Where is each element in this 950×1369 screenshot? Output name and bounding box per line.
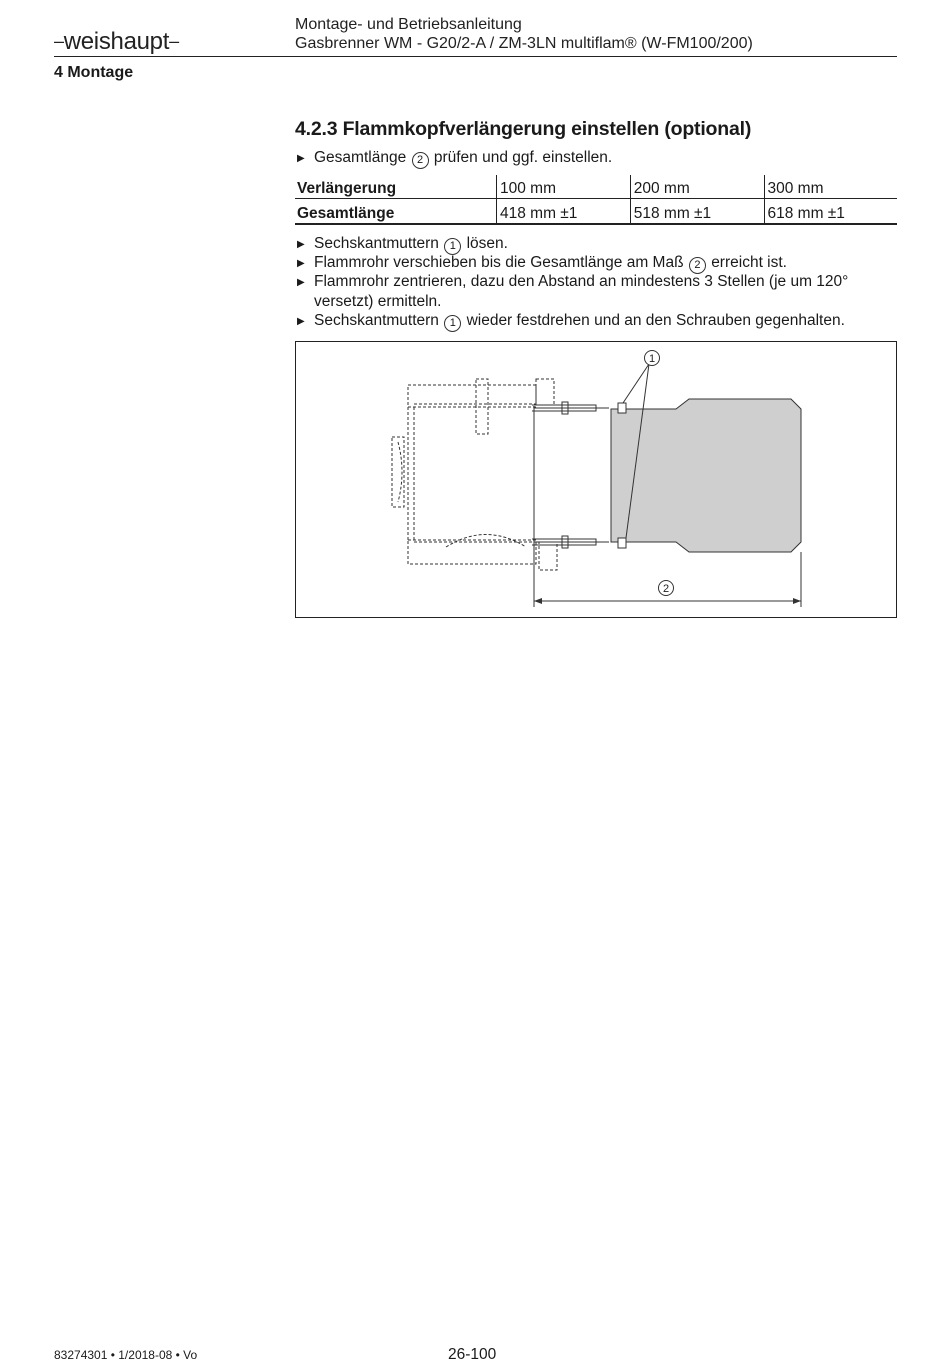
- reference-marker-2: 2: [412, 152, 429, 169]
- flame-head-extension-figure: [295, 341, 897, 618]
- section-title: 4.2.3 Flammkopfverlängerung einstellen (optional): [295, 118, 752, 140]
- table-cell: 518 mm ±1: [630, 199, 764, 225]
- document-title: [295, 15, 753, 53]
- svg-text:2: 2: [662, 583, 670, 595]
- triangle-bullet-icon: ▶: [297, 277, 305, 288]
- callout-marker-1: [645, 351, 660, 366]
- instruction-step-1: ▶ Gesamtlänge 2 prüfen und ggf. einstellen.: [297, 148, 612, 169]
- reference-marker-1: 1: [444, 238, 461, 255]
- callout-marker-2: [659, 581, 674, 596]
- dashed-burner-housing: [392, 379, 557, 570]
- weishaupt-logo: –weishaupt–: [54, 28, 179, 55]
- document-title-line1: Montage- und Betriebsanleitung: [295, 16, 522, 33]
- flame-head: [611, 399, 801, 552]
- row-header: Verlängerung: [295, 175, 497, 199]
- dimension-table: [295, 175, 897, 225]
- table-cell: 100 mm: [497, 175, 631, 199]
- triangle-bullet-icon: ▶: [297, 258, 305, 269]
- burner-drawing: [296, 342, 896, 617]
- table-cell: 618 mm ±1: [764, 199, 897, 225]
- svg-text:1: 1: [648, 353, 656, 365]
- instruction-step-3: ▶ Flammrohr verschieben bis die Gesamtlänge am Maß 2 erreicht ist.: [297, 253, 787, 274]
- document-title-line2: Gasbrenner WM - G20/2-A / ZM-3LN multiflam® (W-FM100/200): [295, 35, 753, 52]
- table-cell: 300 mm: [764, 175, 897, 199]
- triangle-bullet-icon: ▶: [297, 239, 305, 250]
- table-row: [295, 175, 897, 199]
- header-rule: [54, 56, 897, 57]
- instruction-step-4: ▶ Flammrohr zentrieren, dazu den Abstand an mindestens 3 Stellen (je um 120° versetzt) ermitteln.: [297, 273, 849, 310]
- flame-tube-extension: [532, 402, 609, 607]
- instruction-step-2: ▶ Sechskantmuttern 1 lösen.: [297, 234, 508, 255]
- chapter-heading: 4 Montage: [54, 64, 134, 81]
- row-header: Gesamtlänge: [295, 199, 497, 225]
- reference-marker-1: 1: [444, 315, 461, 332]
- instruction-step-5: ▶ Sechskantmuttern 1 wieder festdrehen und an den Schrauben gegenhalten.: [297, 311, 845, 332]
- reference-marker-2: 2: [689, 257, 706, 274]
- table-row: [295, 199, 897, 225]
- document-code: 83274301 • 1/2018-08 • Vo: [54, 1348, 198, 1362]
- triangle-bullet-icon: ▶: [297, 316, 305, 327]
- total-length-dimension: [534, 598, 801, 604]
- page-number: 26-100: [448, 1346, 497, 1363]
- triangle-bullet-icon: ▶: [297, 153, 305, 164]
- table-cell: 418 mm ±1: [497, 199, 631, 225]
- table-cell: 200 mm: [630, 175, 764, 199]
- logo-text: weishaupt: [63, 28, 170, 55]
